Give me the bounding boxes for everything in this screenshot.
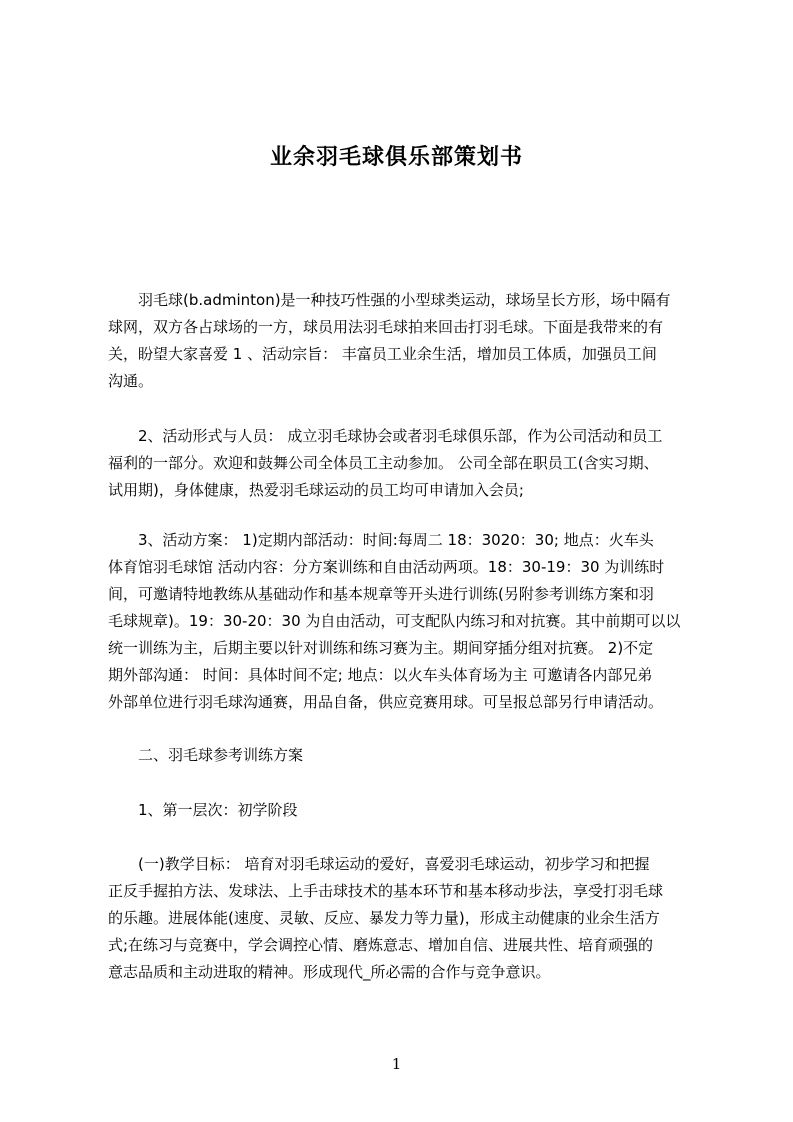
section-heading-level-one: 1、第一层次：初学阶段: [108, 801, 298, 819]
section-heading-training-plan: 二、羽毛球参考训练方案: [108, 746, 304, 764]
paragraph-3-line-6: 期外部沟通： 时间：具体时间不定; 地点：以火车头体育场为主 可邀请各内部兄弟: [108, 666, 653, 684]
paragraph-3-line-3: 间，可邀请特地教练从基础动作和基本规章等开头进行训练(另附参考训练方案和羽: [108, 585, 654, 603]
paragraph-3-line-2: 体育馆羽毛球馆 活动内容：分方案训练和自由活动两项。18：30-19：30 为训练时: [108, 558, 665, 576]
page-number: 1: [391, 1055, 402, 1073]
paragraph-goals-line-2: 正反手握拍方法、发球法、上手击球技术的基本环节和基本移动步法，享受打羽毛球: [108, 882, 664, 900]
paragraph-2-line-2: 福利的一部分。欢迎和鼓舞公司全体员工主动参加。 公司全部在职员工(含实习期、: [108, 454, 659, 472]
paragraph-3-line-4: 毛球规章)。19：30-20：30 为自由活动，可支配队内练习和对抗赛。其中前期可以以: [108, 612, 681, 630]
paragraph-1-line-1: 羽毛球(b.adminton)是一种技巧性强的小型球类运动，球场呈长方形，场中隔有: [108, 291, 671, 309]
paragraph-2-line-3: 试用期)，身体健康，热爱羽毛球运动的员工均可申请加入会员;: [108, 481, 524, 499]
paragraph-goals-line-4: 式;在练习与竞赛中，学会调控心情、磨炼意志、增加自信、进展共性、培育顽强的: [108, 936, 654, 954]
paragraph-3-line-7: 外部单位进行羽毛球沟通赛，用品自备，供应竞赛用球。可呈报总部另行申请活动。: [108, 693, 664, 711]
paragraph-goals-line-1: (一)教学目标： 培育对羽毛球运动的爱好，喜爱羽毛球运动，初步学习和把握: [108, 855, 650, 873]
paragraph-goals-line-5: 意志品质和主动进取的精神。形成现代_所必需的合作与竞争意识。: [108, 963, 551, 981]
paragraph-2-line-1: 2、活动形式与人员： 成立羽毛球协会或者羽毛球俱乐部，作为公司活动和员工: [108, 427, 663, 445]
paragraph-3-line-1: 3、活动方案： 1)定期内部活动：时间:每周二 18：3020：30; 地点：火车头: [108, 531, 654, 549]
paragraph-1-line-2: 球网，双方各占球场的一方，球员用法羽毛球拍来回击打羽毛球。下面是我带来的有: [108, 318, 664, 336]
paragraph-1-line-4: 沟通。: [108, 372, 154, 390]
paragraph-3-line-5: 统一训练为主，后期主要以针对训练和练习赛为主。期间穿插分组对抗赛。 2)不定: [108, 639, 654, 657]
paragraph-1-line-3: 关，盼望大家喜爱 1 、活动宗旨： 丰富员工业余生活，增加员工体质，加强员工间: [108, 345, 657, 363]
paragraph-goals-line-3: 的乐趣。进展体能(速度、灵敏、反应、暴发力等力量)，形成主动健康的业余生活方: [108, 909, 660, 927]
document-title: 业余羽毛球俱乐部策划书: [269, 145, 523, 170]
